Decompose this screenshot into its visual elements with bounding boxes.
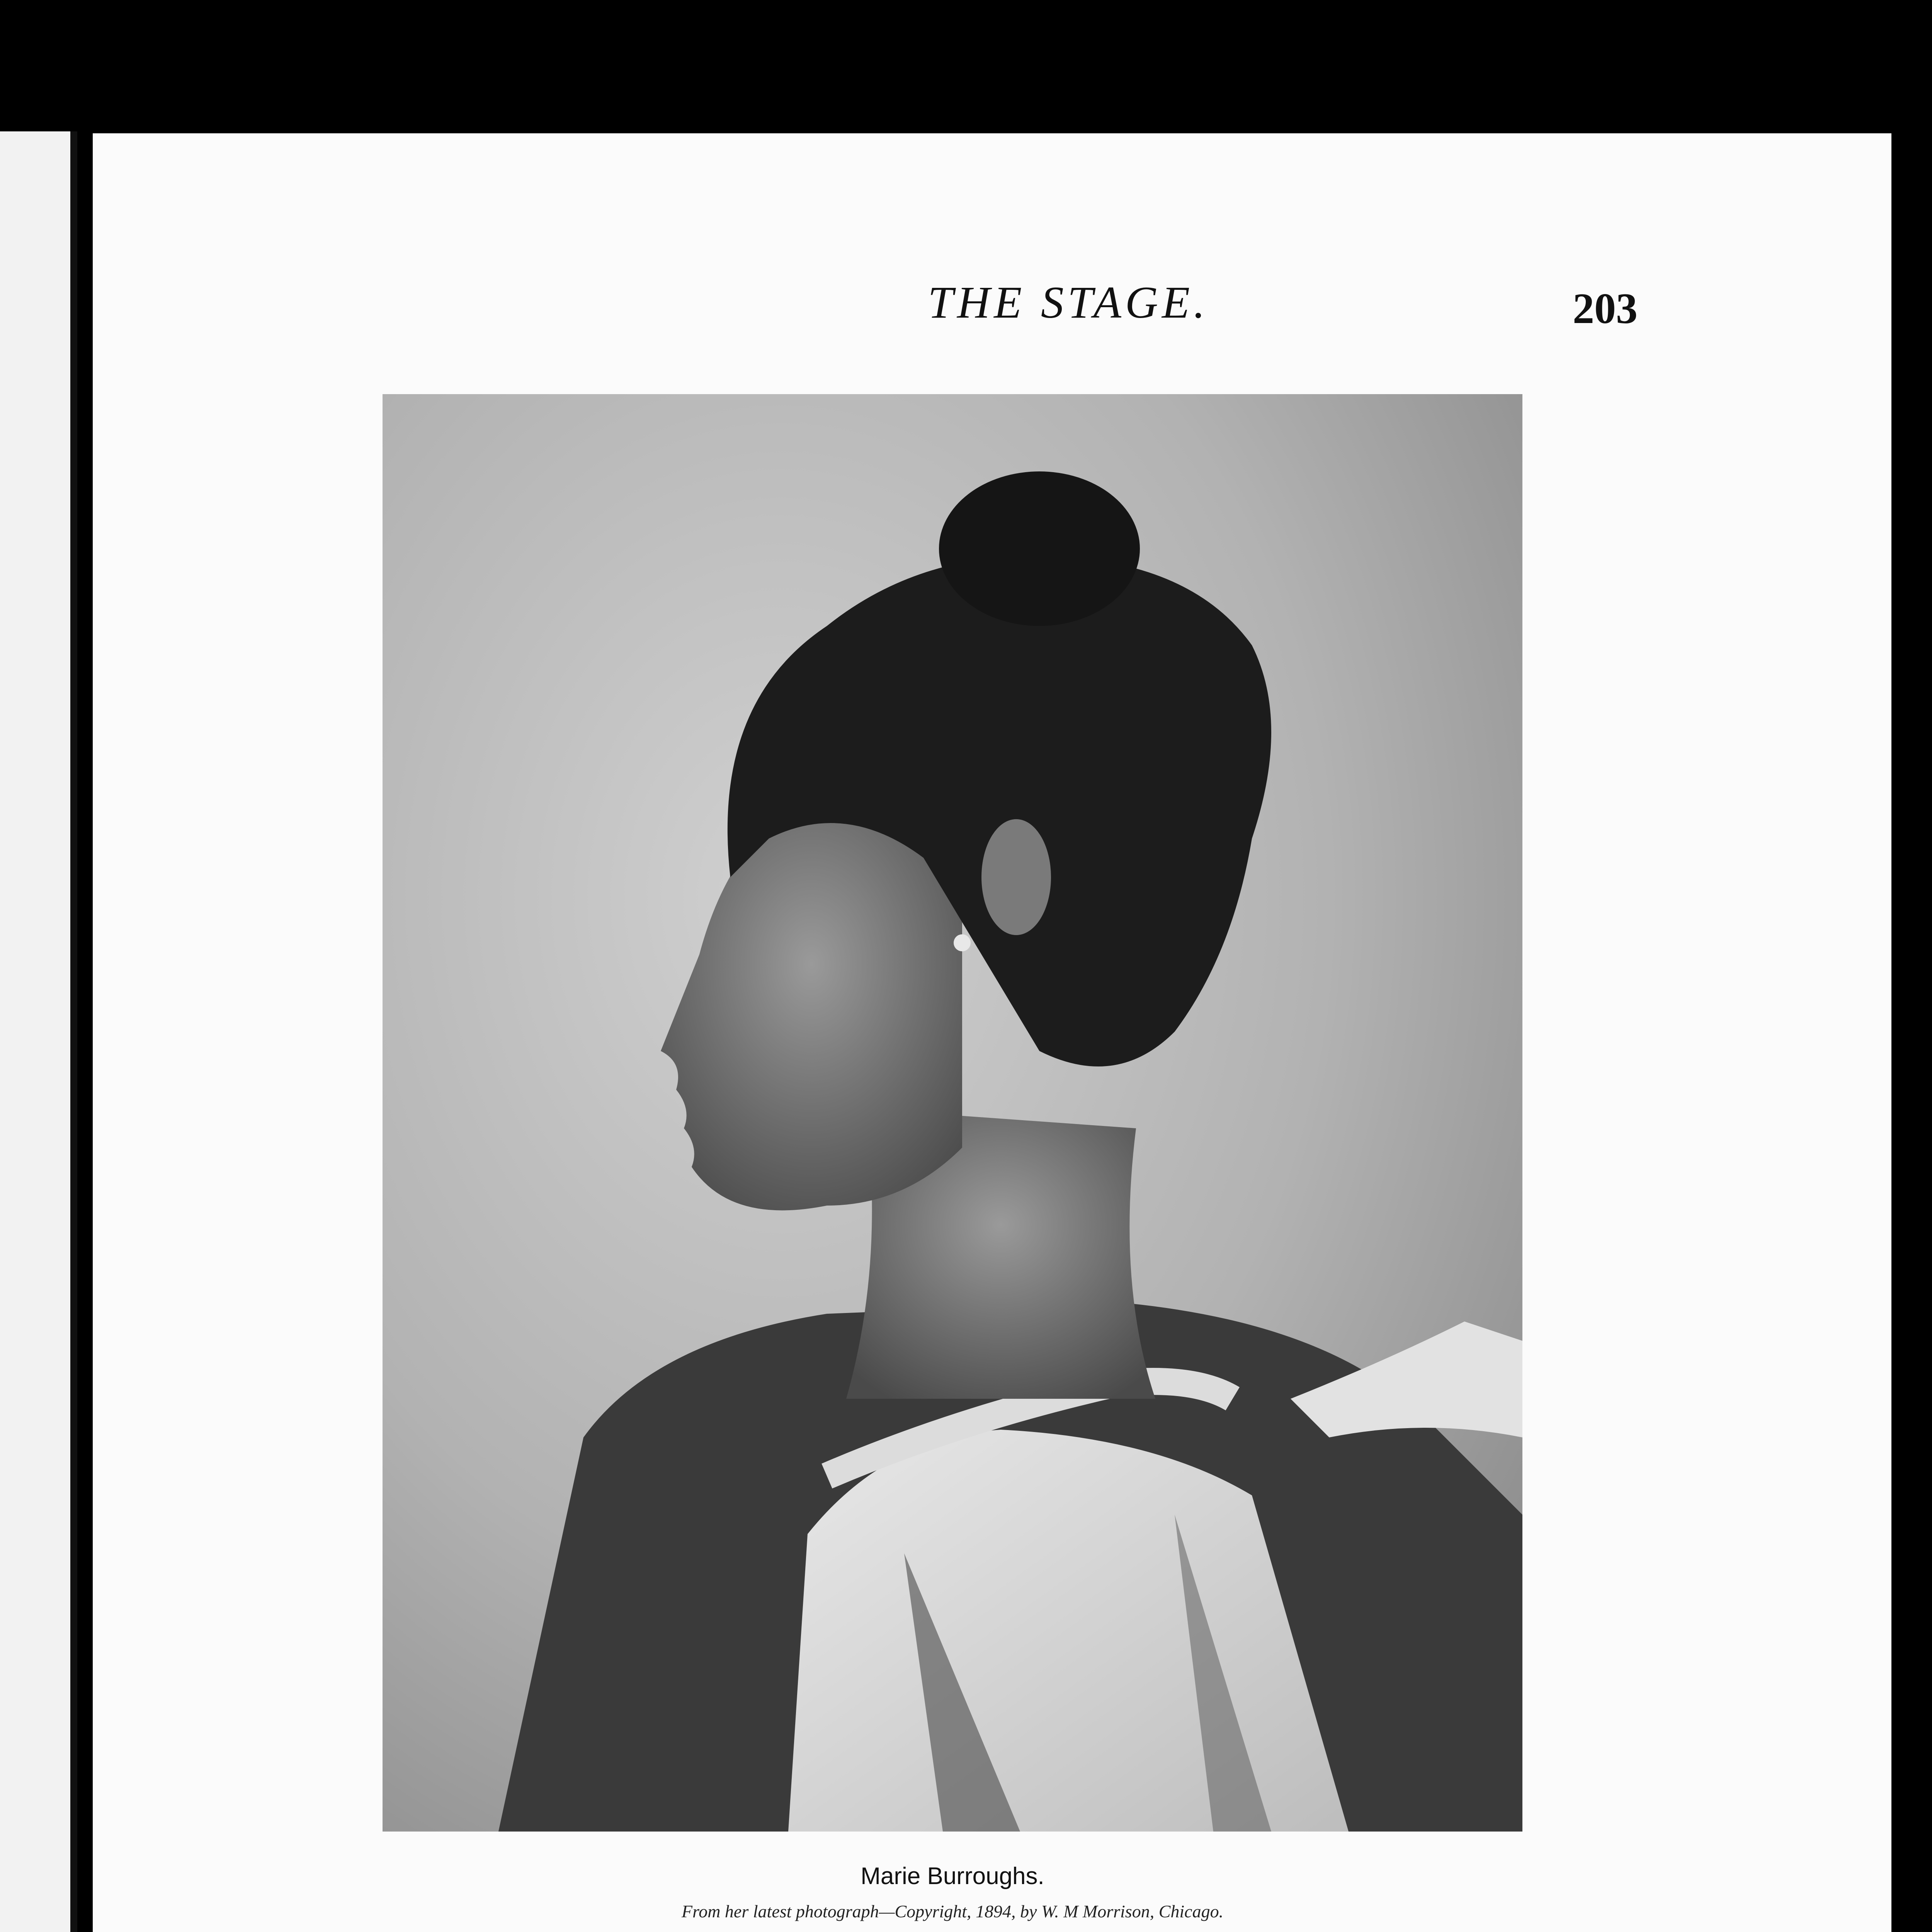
portrait-photo — [383, 394, 1522, 1832]
book-spine — [70, 131, 77, 1932]
photo-caption: Marie Burroughs. — [861, 1863, 1044, 1889]
photo-credit: From her latest photograph—Copyright, 1894, by W. M Morrison, Chicago. — [681, 1901, 1224, 1921]
magazine-page — [93, 133, 1891, 1932]
page-number: 203 — [1573, 285, 1638, 333]
running-head: THE STAGE. — [928, 277, 1209, 328]
portrait-illustration — [383, 394, 1522, 1832]
left-page-edge — [0, 131, 77, 1932]
